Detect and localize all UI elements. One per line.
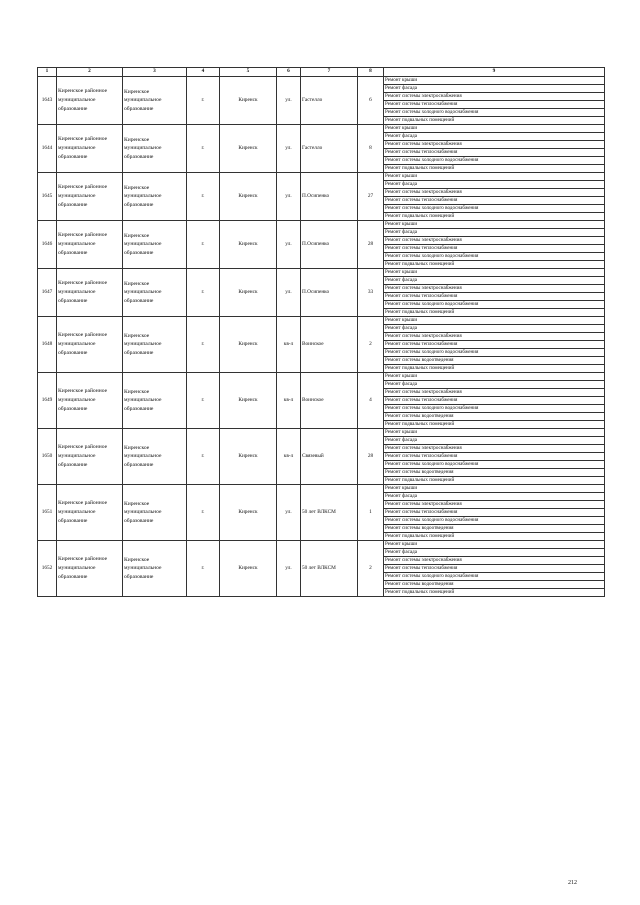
municipality-cell: Киренское районное муниципальное образование <box>57 373 123 429</box>
repair-work-cell: Ремонт крыши <box>384 173 605 181</box>
column-header: 9 <box>384 68 605 77</box>
locality-type-cell: г. <box>187 125 220 173</box>
street-type-cell: кв-л <box>277 373 301 429</box>
settlement-cell: Киренское муниципальное образование <box>123 317 187 373</box>
locality-type-cell: г. <box>187 485 220 541</box>
municipality-cell: Киренское районное муниципальное образование <box>57 485 123 541</box>
repair-work-cell: Ремонт системы холодного водоснабжения <box>384 349 605 357</box>
house-number-cell: 33 <box>358 269 384 317</box>
column-header: 6 <box>277 68 301 77</box>
repair-work-cell: Ремонт подвальных помещений <box>384 421 605 429</box>
repair-work-cell: Ремонт системы электроснабжения <box>384 445 605 453</box>
repair-work-cell: Ремонт системы холодного водоснабжения <box>384 253 605 261</box>
municipality-cell: Киренское районное муниципальное образование <box>57 77 123 125</box>
column-header: 7 <box>301 68 358 77</box>
street-type-cell: ул. <box>277 77 301 125</box>
municipality-cell: Киренское районное муниципальное образование <box>57 269 123 317</box>
page-number: 212 <box>568 880 577 886</box>
table-body <box>38 77 605 597</box>
repair-work-cell: Ремонт подвальных помещений <box>384 117 605 125</box>
repair-work-cell: Ремонт системы электроснабжения <box>384 141 605 149</box>
row-number-cell: 1649 <box>38 373 57 429</box>
settlement-cell: Киренское муниципальное образование <box>123 173 187 221</box>
house-number-cell: 27 <box>358 173 384 221</box>
street-cell: Связевый <box>301 429 358 485</box>
repair-work-cell: Ремонт системы холодного водоснабжения <box>384 517 605 525</box>
row-number-cell: 1645 <box>38 173 57 221</box>
table-row <box>38 485 605 493</box>
row-number-cell: 1647 <box>38 269 57 317</box>
locality-cell: Киренск <box>220 269 277 317</box>
table-row <box>38 77 605 85</box>
repair-work-cell: Ремонт фасада <box>384 181 605 189</box>
repair-work-cell: Ремонт системы холодного водоснабжения <box>384 157 605 165</box>
street-type-cell: ул. <box>277 221 301 269</box>
document-page <box>37 67 604 597</box>
locality-cell: Киренск <box>220 317 277 373</box>
municipality-cell: Киренское районное муниципальное образование <box>57 221 123 269</box>
column-header: 5 <box>220 68 277 77</box>
repair-work-cell: Ремонт фасада <box>384 381 605 389</box>
table-row <box>38 429 605 437</box>
municipality-cell: Киренское районное муниципальное образование <box>57 429 123 485</box>
repair-work-cell: Ремонт системы водоотведения <box>384 413 605 421</box>
repair-work-cell: Ремонт крыши <box>384 485 605 493</box>
repair-work-cell: Ремонт фасада <box>384 85 605 93</box>
settlement-cell: Киренское муниципальное образование <box>123 77 187 125</box>
repair-work-cell: Ремонт системы холодного водоснабжения <box>384 205 605 213</box>
repair-program-table <box>37 67 605 597</box>
repair-work-cell: Ремонт системы электроснабжения <box>384 389 605 397</box>
street-type-cell: ул. <box>277 173 301 221</box>
municipality-cell: Киренское районное муниципальное образование <box>57 541 123 597</box>
locality-type-cell: г. <box>187 173 220 221</box>
row-number-cell: 1650 <box>38 429 57 485</box>
repair-work-cell: Ремонт крыши <box>384 221 605 229</box>
repair-work-cell: Ремонт подвальных помещений <box>384 589 605 597</box>
locality-cell: Киренск <box>220 77 277 125</box>
repair-work-cell: Ремонт крыши <box>384 429 605 437</box>
house-number-cell: 8 <box>358 125 384 173</box>
settlement-cell: Киренское муниципальное образование <box>123 269 187 317</box>
repair-work-cell: Ремонт крыши <box>384 317 605 325</box>
locality-cell: Киренск <box>220 125 277 173</box>
column-number-header-row <box>38 68 605 77</box>
house-number-cell: 6 <box>358 77 384 125</box>
repair-work-cell: Ремонт системы холодного водоснабжения <box>384 109 605 117</box>
municipality-cell: Киренское районное муниципальное образование <box>57 317 123 373</box>
repair-work-cell: Ремонт системы водоотведения <box>384 357 605 365</box>
settlement-cell: Киренское муниципальное образование <box>123 125 187 173</box>
row-number-cell: 1646 <box>38 221 57 269</box>
repair-work-cell: Ремонт системы теплоснабжения <box>384 293 605 301</box>
repair-work-cell: Ремонт системы электроснабжения <box>384 93 605 101</box>
row-number-cell: 1643 <box>38 77 57 125</box>
row-number-cell: 1644 <box>38 125 57 173</box>
street-cell: Воинское <box>301 317 358 373</box>
street-type-cell: кв-л <box>277 317 301 373</box>
repair-work-cell: Ремонт системы теплоснабжения <box>384 101 605 109</box>
column-header: 8 <box>358 68 384 77</box>
repair-work-cell: Ремонт крыши <box>384 269 605 277</box>
repair-work-cell: Ремонт системы теплоснабжения <box>384 565 605 573</box>
repair-work-cell: Ремонт системы электроснабжения <box>384 237 605 245</box>
repair-work-cell: Ремонт системы водоотведения <box>384 581 605 589</box>
repair-work-cell: Ремонт подвальных помещений <box>384 309 605 317</box>
locality-type-cell: г. <box>187 429 220 485</box>
street-cell: П.Осипенко <box>301 221 358 269</box>
repair-work-cell: Ремонт системы электроснабжения <box>384 189 605 197</box>
repair-work-cell: Ремонт системы теплоснабжения <box>384 397 605 405</box>
locality-cell: Киренск <box>220 173 277 221</box>
repair-work-cell: Ремонт системы теплоснабжения <box>384 245 605 253</box>
repair-work-cell: Ремонт подвальных помещений <box>384 213 605 221</box>
repair-work-cell: Ремонт системы электроснабжения <box>384 557 605 565</box>
repair-work-cell: Ремонт подвальных помещений <box>384 261 605 269</box>
column-header: 1 <box>38 68 57 77</box>
repair-work-cell: Ремонт системы холодного водоснабжения <box>384 461 605 469</box>
street-cell: Гастелло <box>301 125 358 173</box>
repair-work-cell: Ремонт подвальных помещений <box>384 477 605 485</box>
street-type-cell: ул. <box>277 269 301 317</box>
repair-work-cell: Ремонт системы теплоснабжения <box>384 509 605 517</box>
locality-cell: Киренск <box>220 541 277 597</box>
repair-work-cell: Ремонт фасада <box>384 229 605 237</box>
repair-work-cell: Ремонт системы электроснабжения <box>384 501 605 509</box>
house-number-cell: 28 <box>358 221 384 269</box>
municipality-cell: Киренское районное муниципальное образование <box>57 125 123 173</box>
street-type-cell: ул. <box>277 125 301 173</box>
table-row <box>38 173 605 181</box>
table-row <box>38 541 605 549</box>
repair-work-cell: Ремонт крыши <box>384 125 605 133</box>
repair-work-cell: Ремонт подвальных помещений <box>384 533 605 541</box>
locality-type-cell: г. <box>187 373 220 429</box>
settlement-cell: Киренское муниципальное образование <box>123 221 187 269</box>
table-row <box>38 221 605 229</box>
house-number-cell: 2 <box>358 317 384 373</box>
settlement-cell: Киренское муниципальное образование <box>123 485 187 541</box>
street-cell: 50 лет ВЛКСМ <box>301 485 358 541</box>
settlement-cell: Киренское муниципальное образование <box>123 541 187 597</box>
street-cell: П.Осипенко <box>301 173 358 221</box>
repair-work-cell: Ремонт фасада <box>384 549 605 557</box>
repair-work-cell: Ремонт системы теплоснабжения <box>384 149 605 157</box>
locality-type-cell: г. <box>187 541 220 597</box>
house-number-cell: 1 <box>358 485 384 541</box>
repair-work-cell: Ремонт системы водоотведения <box>384 469 605 477</box>
row-number-cell: 1648 <box>38 317 57 373</box>
repair-work-cell: Ремонт системы электроснабжения <box>384 285 605 293</box>
repair-work-cell: Ремонт системы теплоснабжения <box>384 453 605 461</box>
repair-work-cell: Ремонт крыши <box>384 373 605 381</box>
house-number-cell: 2 <box>358 541 384 597</box>
street-type-cell: ул. <box>277 541 301 597</box>
municipality-cell: Киренское районное муниципальное образование <box>57 173 123 221</box>
house-number-cell: 4 <box>358 373 384 429</box>
repair-work-cell: Ремонт системы холодного водоснабжения <box>384 301 605 309</box>
locality-cell: Киренск <box>220 429 277 485</box>
table-row <box>38 269 605 277</box>
locality-type-cell: г. <box>187 269 220 317</box>
locality-type-cell: г. <box>187 221 220 269</box>
repair-work-cell: Ремонт фасада <box>384 277 605 285</box>
table-row <box>38 125 605 133</box>
settlement-cell: Киренское муниципальное образование <box>123 429 187 485</box>
settlement-cell: Киренское муниципальное образование <box>123 373 187 429</box>
repair-work-cell: Ремонт подвальных помещений <box>384 365 605 373</box>
repair-work-cell: Ремонт фасада <box>384 493 605 501</box>
repair-work-cell: Ремонт системы теплоснабжения <box>384 197 605 205</box>
repair-work-cell: Ремонт крыши <box>384 77 605 85</box>
repair-work-cell: Ремонт системы холодного водоснабжения <box>384 405 605 413</box>
repair-work-cell: Ремонт системы водоотведения <box>384 525 605 533</box>
column-header: 4 <box>187 68 220 77</box>
repair-work-cell: Ремонт фасада <box>384 325 605 333</box>
house-number-cell: 28 <box>358 429 384 485</box>
street-cell: 50 лет ВЛКСМ <box>301 541 358 597</box>
table-row <box>38 317 605 325</box>
repair-work-cell: Ремонт системы холодного водоснабжения <box>384 573 605 581</box>
locality-type-cell: г. <box>187 77 220 125</box>
repair-work-cell: Ремонт системы электроснабжения <box>384 333 605 341</box>
repair-work-cell: Ремонт системы теплоснабжения <box>384 341 605 349</box>
column-header: 3 <box>123 68 187 77</box>
locality-cell: Киренск <box>220 221 277 269</box>
column-header: 2 <box>57 68 123 77</box>
street-cell: Воинское <box>301 373 358 429</box>
table-row <box>38 373 605 381</box>
row-number-cell: 1651 <box>38 485 57 541</box>
row-number-cell: 1652 <box>38 541 57 597</box>
repair-work-cell: Ремонт фасада <box>384 437 605 445</box>
street-type-cell: ул. <box>277 485 301 541</box>
street-type-cell: кв-л <box>277 429 301 485</box>
repair-work-cell: Ремонт крыши <box>384 541 605 549</box>
locality-cell: Киренск <box>220 373 277 429</box>
street-cell: Гастелло <box>301 77 358 125</box>
locality-cell: Киренск <box>220 485 277 541</box>
locality-type-cell: г. <box>187 317 220 373</box>
repair-work-cell: Ремонт подвальных помещений <box>384 165 605 173</box>
repair-work-cell: Ремонт фасада <box>384 133 605 141</box>
street-cell: П.Осипенко <box>301 269 358 317</box>
